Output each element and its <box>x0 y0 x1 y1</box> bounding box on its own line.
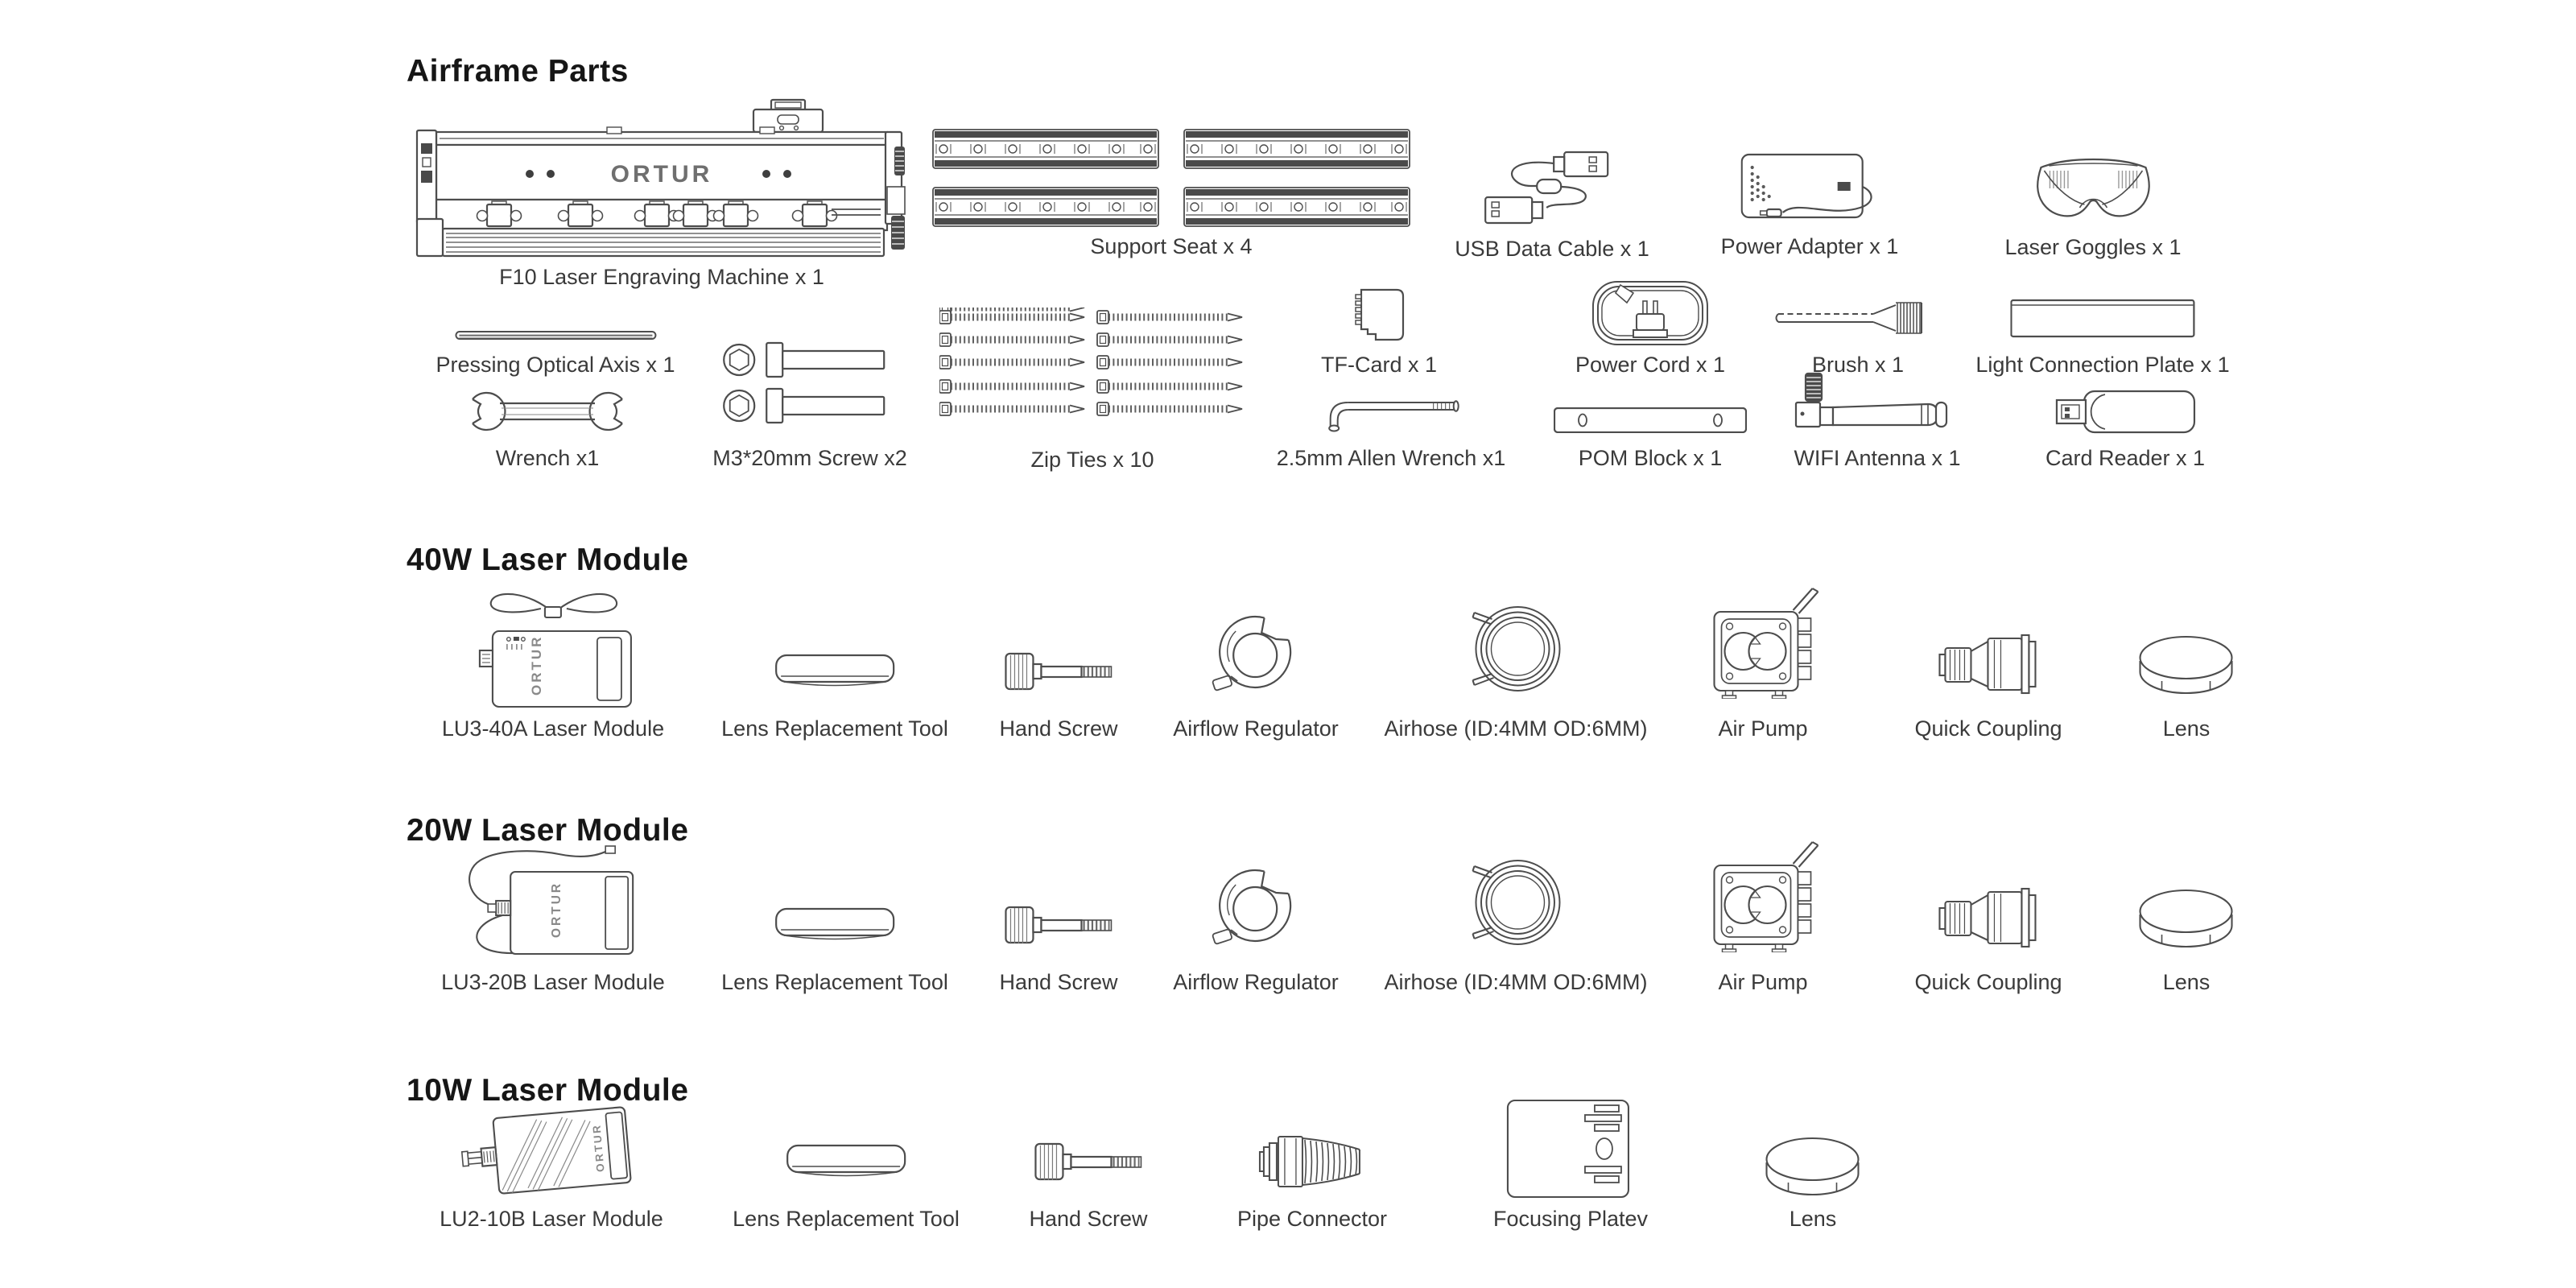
part-item <box>2136 888 2237 996</box>
part-label: Air Pump <box>1718 716 1808 741</box>
pipe-connector-icon <box>1258 1125 1367 1196</box>
focusing-plate-icon <box>1506 1099 1635 1199</box>
airflow-regulator-icon <box>1212 613 1300 694</box>
hand-screw-icon <box>1004 904 1113 946</box>
part-item <box>1575 280 1725 378</box>
part-item <box>712 341 907 472</box>
part-item <box>1975 294 2229 378</box>
part-item <box>721 654 948 742</box>
part-item <box>2046 390 2205 472</box>
part-item <box>1455 149 1649 262</box>
usb-cable-icon <box>1484 149 1620 233</box>
part-item <box>2136 634 2237 742</box>
part-label: POM Block x 1 <box>1578 446 1723 470</box>
part-label: F10 Laser Engraving Machine x 1 <box>499 265 824 289</box>
part-label: Pipe Connector <box>1236 1207 1388 1231</box>
quick-coupling-icon <box>1938 886 2039 950</box>
part-item <box>1237 1125 1387 1232</box>
wifi-antenna-icon <box>1793 372 1962 438</box>
part-item <box>1773 298 1942 378</box>
lens-icon <box>2136 634 2237 695</box>
laser-goggles-icon <box>2033 158 2153 232</box>
part-label: Power Adapter x 1 <box>1720 234 1899 258</box>
part-item <box>1914 632 2062 742</box>
lens-tool-icon <box>774 907 895 943</box>
part-label: LU2-10B Laser Module <box>440 1207 663 1231</box>
part-label: Lens Replacement Tool <box>721 716 948 741</box>
part-item <box>932 129 1410 260</box>
part-item <box>1554 407 1747 472</box>
hand-screw-icon <box>1034 1141 1142 1183</box>
part-item <box>436 330 675 378</box>
section-title-40w: 40W Laser Module <box>407 543 689 577</box>
part-label: Lens <box>1789 1207 1837 1231</box>
part-item <box>1763 1136 1864 1232</box>
part-label: Power Cord x 1 <box>1575 353 1726 377</box>
part-item <box>1493 1099 1648 1232</box>
part-item <box>1914 886 2062 996</box>
section-title-10w: 10W Laser Module <box>407 1073 689 1108</box>
part-label: USB Data Cable x 1 <box>1455 237 1649 261</box>
part-label: Focusing Platev <box>1492 1207 1649 1231</box>
part-label: Wrench x1 <box>495 446 600 470</box>
tf-card-icon <box>1347 288 1411 345</box>
lens-tool-icon <box>774 654 895 690</box>
part-label: M3*20mm Screw x2 <box>712 446 907 470</box>
part-label: Airhose (ID:4MM OD:6MM) <box>1384 970 1648 994</box>
zip-ties-icon <box>939 308 1245 427</box>
part-item <box>2004 158 2181 261</box>
part-item <box>1029 1141 1147 1232</box>
connection-plate-icon <box>2010 294 2195 338</box>
part-label: Quick Coupling <box>1914 970 2062 994</box>
part-item <box>463 388 632 472</box>
part-label: Light Connection Plate x 1 <box>1975 353 2230 377</box>
allen-wrench-icon <box>1321 393 1462 433</box>
part-item <box>999 650 1117 742</box>
lens-icon <box>1763 1136 1864 1196</box>
part-item <box>1384 853 1647 996</box>
part-item <box>999 904 1117 996</box>
section-title-airframe: Airframe Parts <box>407 54 629 89</box>
power-cord-icon <box>1590 280 1711 348</box>
part-item <box>1173 867 1339 996</box>
part-label: Lens <box>2162 716 2211 741</box>
laser-module-icon <box>459 1104 644 1197</box>
airhose-icon <box>1468 853 1564 952</box>
airflow-regulator-icon <box>1212 867 1300 947</box>
support-seat-icon <box>932 129 1410 227</box>
part-label: Support Seat x 4 <box>1090 234 1253 258</box>
part-item <box>1277 393 1506 472</box>
airhose-icon <box>1468 600 1564 698</box>
part-label: Pressing Optical Axis x 1 <box>436 353 675 377</box>
laser-module-icon <box>460 586 646 708</box>
brush-icon <box>1773 298 1942 336</box>
part-label: Lens Replacement Tool <box>733 1207 960 1231</box>
part-label: Brush x 1 <box>1811 353 1905 377</box>
part-item <box>1384 600 1647 742</box>
part-item <box>1173 613 1339 742</box>
pom-block-icon <box>1554 407 1747 433</box>
optical-axis-icon <box>455 330 656 341</box>
laser-module-icon <box>460 841 646 962</box>
part-label: LU3-20B Laser Module <box>441 970 665 994</box>
air-pump-icon <box>1705 840 1822 952</box>
part-label: Laser Goggles x 1 <box>2004 235 2182 259</box>
part-item <box>442 586 664 742</box>
part-item <box>733 1144 960 1232</box>
power-adapter-icon <box>1741 153 1878 227</box>
lens-tool-icon <box>786 1144 906 1180</box>
part-item <box>1721 153 1899 260</box>
part-label: Airflow Regulator <box>1173 716 1339 741</box>
lens-icon <box>2136 888 2237 948</box>
part-item <box>440 1104 663 1232</box>
part-label: Zip Ties x 10 <box>1030 448 1154 472</box>
laser-machine-icon <box>415 97 908 258</box>
part-label: WIFI Antenna x 1 <box>1794 446 1961 470</box>
part-label: Quick Coupling <box>1914 716 2062 741</box>
part-label: Hand Screw <box>999 716 1118 741</box>
part-label: LU3-40A Laser Module <box>441 716 665 741</box>
part-label: TF-Card x 1 <box>1320 353 1438 377</box>
part-item <box>721 907 948 996</box>
part-label: Airflow Regulator <box>1173 970 1339 994</box>
part-label: Air Pump <box>1718 970 1808 994</box>
part-label: Hand Screw <box>1029 1207 1148 1231</box>
quick-coupling-icon <box>1938 632 2039 696</box>
wrench-icon <box>463 388 632 435</box>
part-item <box>415 97 908 291</box>
screw-icon <box>721 341 898 430</box>
hand-screw-icon <box>1004 650 1113 692</box>
section-title-20w: 20W Laser Module <box>407 813 689 848</box>
part-item <box>1793 372 1962 472</box>
part-item <box>441 841 665 996</box>
part-item <box>1321 288 1437 378</box>
part-label: Lens Replacement Tool <box>721 970 948 994</box>
part-item <box>939 308 1245 473</box>
part-label: Lens <box>2162 970 2211 994</box>
part-label: Card Reader x 1 <box>2045 446 2206 470</box>
part-label: Hand Screw <box>999 970 1118 994</box>
part-item <box>1705 586 1822 742</box>
part-label: Airhose (ID:4MM OD:6MM) <box>1384 716 1648 741</box>
card-reader-icon <box>2054 390 2195 434</box>
part-item <box>1705 840 1822 996</box>
part-label: 2.5mm Allen Wrench x1 <box>1276 446 1506 470</box>
air-pump-icon <box>1705 586 1822 699</box>
